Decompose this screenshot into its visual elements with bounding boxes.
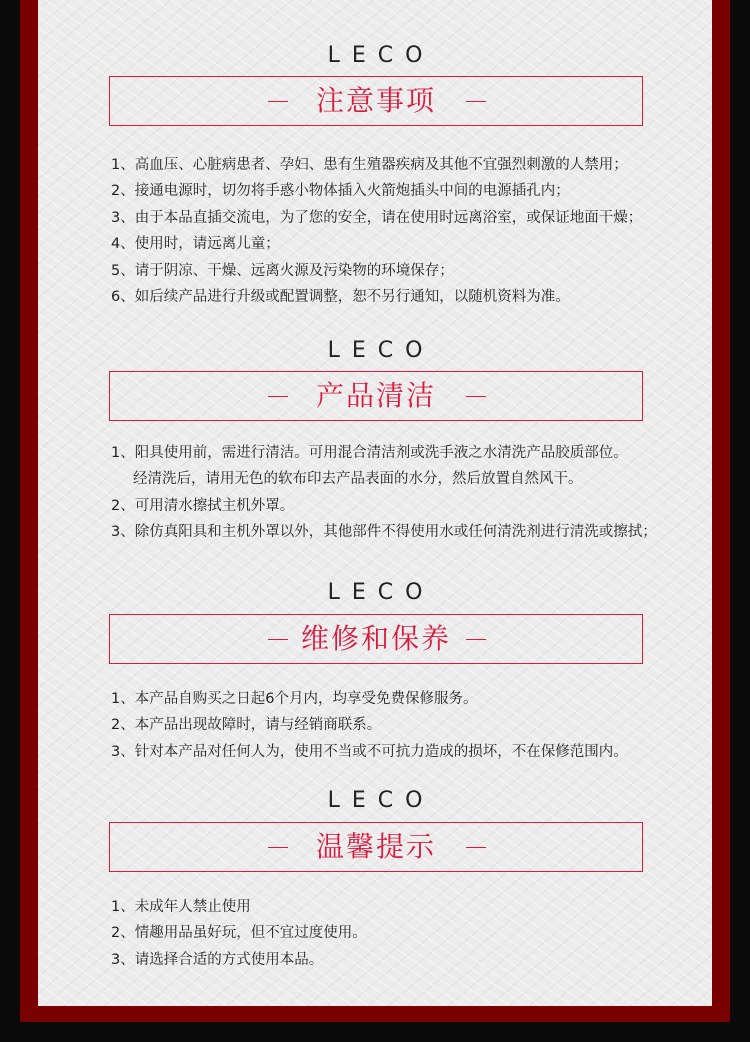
section-title-box — [109, 614, 643, 664]
list-item: 4、使用时，请远离儿童； — [111, 236, 280, 253]
brand-logo: LECO — [327, 43, 435, 68]
brand-logo: LECO — [327, 338, 435, 363]
list-item: 3、针对本产品对任何人为，使用不当或不可抗力造成的损坏，不在保修范围内。 — [111, 743, 628, 760]
list-item: 3、由于本品直插交流电，为了您的安全，请在使用时远离浴室，或保证地面干燥； — [111, 209, 643, 226]
section-title-box — [109, 76, 643, 126]
list-item: 3、请选择合适的方式使用本品。 — [111, 951, 324, 968]
list-item: 6、如后续产品进行升级或配置调整，恕不另行通知，以随机资料为准。 — [111, 289, 570, 306]
section-title: 注意事项 — [315, 84, 436, 117]
page-paper — [38, 0, 712, 1006]
list-item: 5、请于阴凉、干燥、远离火源及污染物的环境保存； — [111, 262, 454, 279]
list-item: 3、除仿真阳具和主机外罩以外，其他部件不得使用水或任何清洗剂进行清洗或擦拭； — [111, 524, 657, 541]
list-item: 1、本产品自购买之日起6个月内，均享受免费保修服务。 — [111, 691, 478, 707]
section-title: 维修和保养 — [300, 622, 451, 655]
section-title-box — [109, 371, 643, 421]
maintenance-list — [111, 686, 628, 765]
section-title-box — [109, 822, 643, 872]
section-title: 产品清洁 — [315, 379, 436, 412]
title-dash-right — [466, 101, 486, 102]
brand-logo: LECO — [327, 788, 435, 813]
cleaning-list — [111, 440, 657, 546]
list-item: 2、接通电源时，切勿将手惑小物体插入火箭炮插头中间的电源插孔内； — [111, 183, 570, 200]
list-item: 1、未成年人禁止使用 — [111, 899, 251, 915]
brand-logo: LECO — [327, 580, 435, 605]
tips-list — [111, 894, 367, 973]
section-title: 温馨提示 — [315, 830, 436, 863]
list-item: 2、情趣用品虽好玩，但不宜过度使用。 — [111, 925, 367, 942]
list-item: 2、本产品出现故障时，请与经销商联系。 — [111, 717, 382, 734]
title-dash-right — [466, 639, 486, 640]
title-dash-right — [466, 396, 486, 397]
list-item: 经清洗后，请用无色的软布印去产品表面的水分，然后放置自然风干。 — [133, 471, 583, 488]
list-item: 1、阳具使用前，需进行清洁。可用混合清洁剂或洗手液之水清洗产品胶质部位。 — [111, 445, 628, 461]
notice-list — [111, 152, 642, 310]
list-item: 2、可用清水擦拭主机外罩。 — [111, 497, 295, 514]
title-dash-right — [466, 847, 486, 848]
list-item: 1、高血压、心脏病患者、孕妇、患有生殖器疾病及其他不宜强烈刺激的人禁用； — [111, 157, 628, 173]
